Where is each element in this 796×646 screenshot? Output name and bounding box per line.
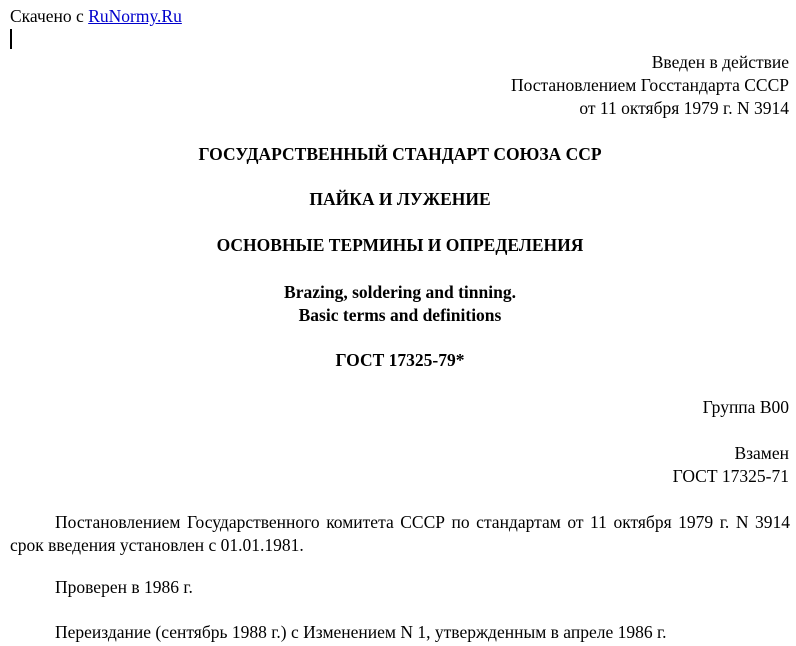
intro-line-1: Введен в действие [651, 52, 789, 72]
body-paragraph-1: Постановлением Государственного комитета СССР по стандартам от 11 октября 1979 г. N 3914 срок введения установлен с 01.01.1981. [10, 512, 790, 555]
text-cursor [10, 29, 12, 49]
body-paragraph-3: Переиздание (сентябрь 1988 г.) с Изменением N 1, утвержденным в апреле 1986 г. [55, 622, 667, 642]
english-title [10, 281, 790, 327]
site-link[interactable]: RuNormy.Ru [88, 6, 182, 26]
english-title-line-1: Brazing, soldering and tinning. [284, 282, 516, 302]
subject-title: ПАЙКА И ЛУЖЕНИЕ [309, 189, 491, 209]
terms-title: ОСНОВНЫЕ ТЕРМИНЫ И ОПРЕДЕЛЕНИЯ [216, 235, 584, 255]
classification-group: Группа В00 [702, 397, 789, 417]
body-paragraph-2: Проверен в 1986 г. [55, 577, 193, 597]
replaces-value: ГОСТ 17325-71 [672, 466, 789, 486]
replaces-block [673, 442, 789, 488]
gost-number: ГОСТ 17325-79* [335, 350, 465, 370]
intro-line-3: от 11 октября 1979 г. N 3914 [579, 98, 789, 118]
intro-line-2: Постановлением Госстандарта СССР [510, 75, 789, 95]
state-standard-title: ГОСУДАРСТВЕННЫЙ СТАНДАРТ СОЮЗА ССР [198, 144, 602, 164]
replaces-label: Взамен [734, 443, 789, 463]
introduction-block [511, 51, 789, 120]
download-prefix: Скачено с [10, 6, 89, 26]
download-source-line [10, 6, 182, 26]
english-title-line-2: Basic terms and definitions [298, 305, 502, 325]
